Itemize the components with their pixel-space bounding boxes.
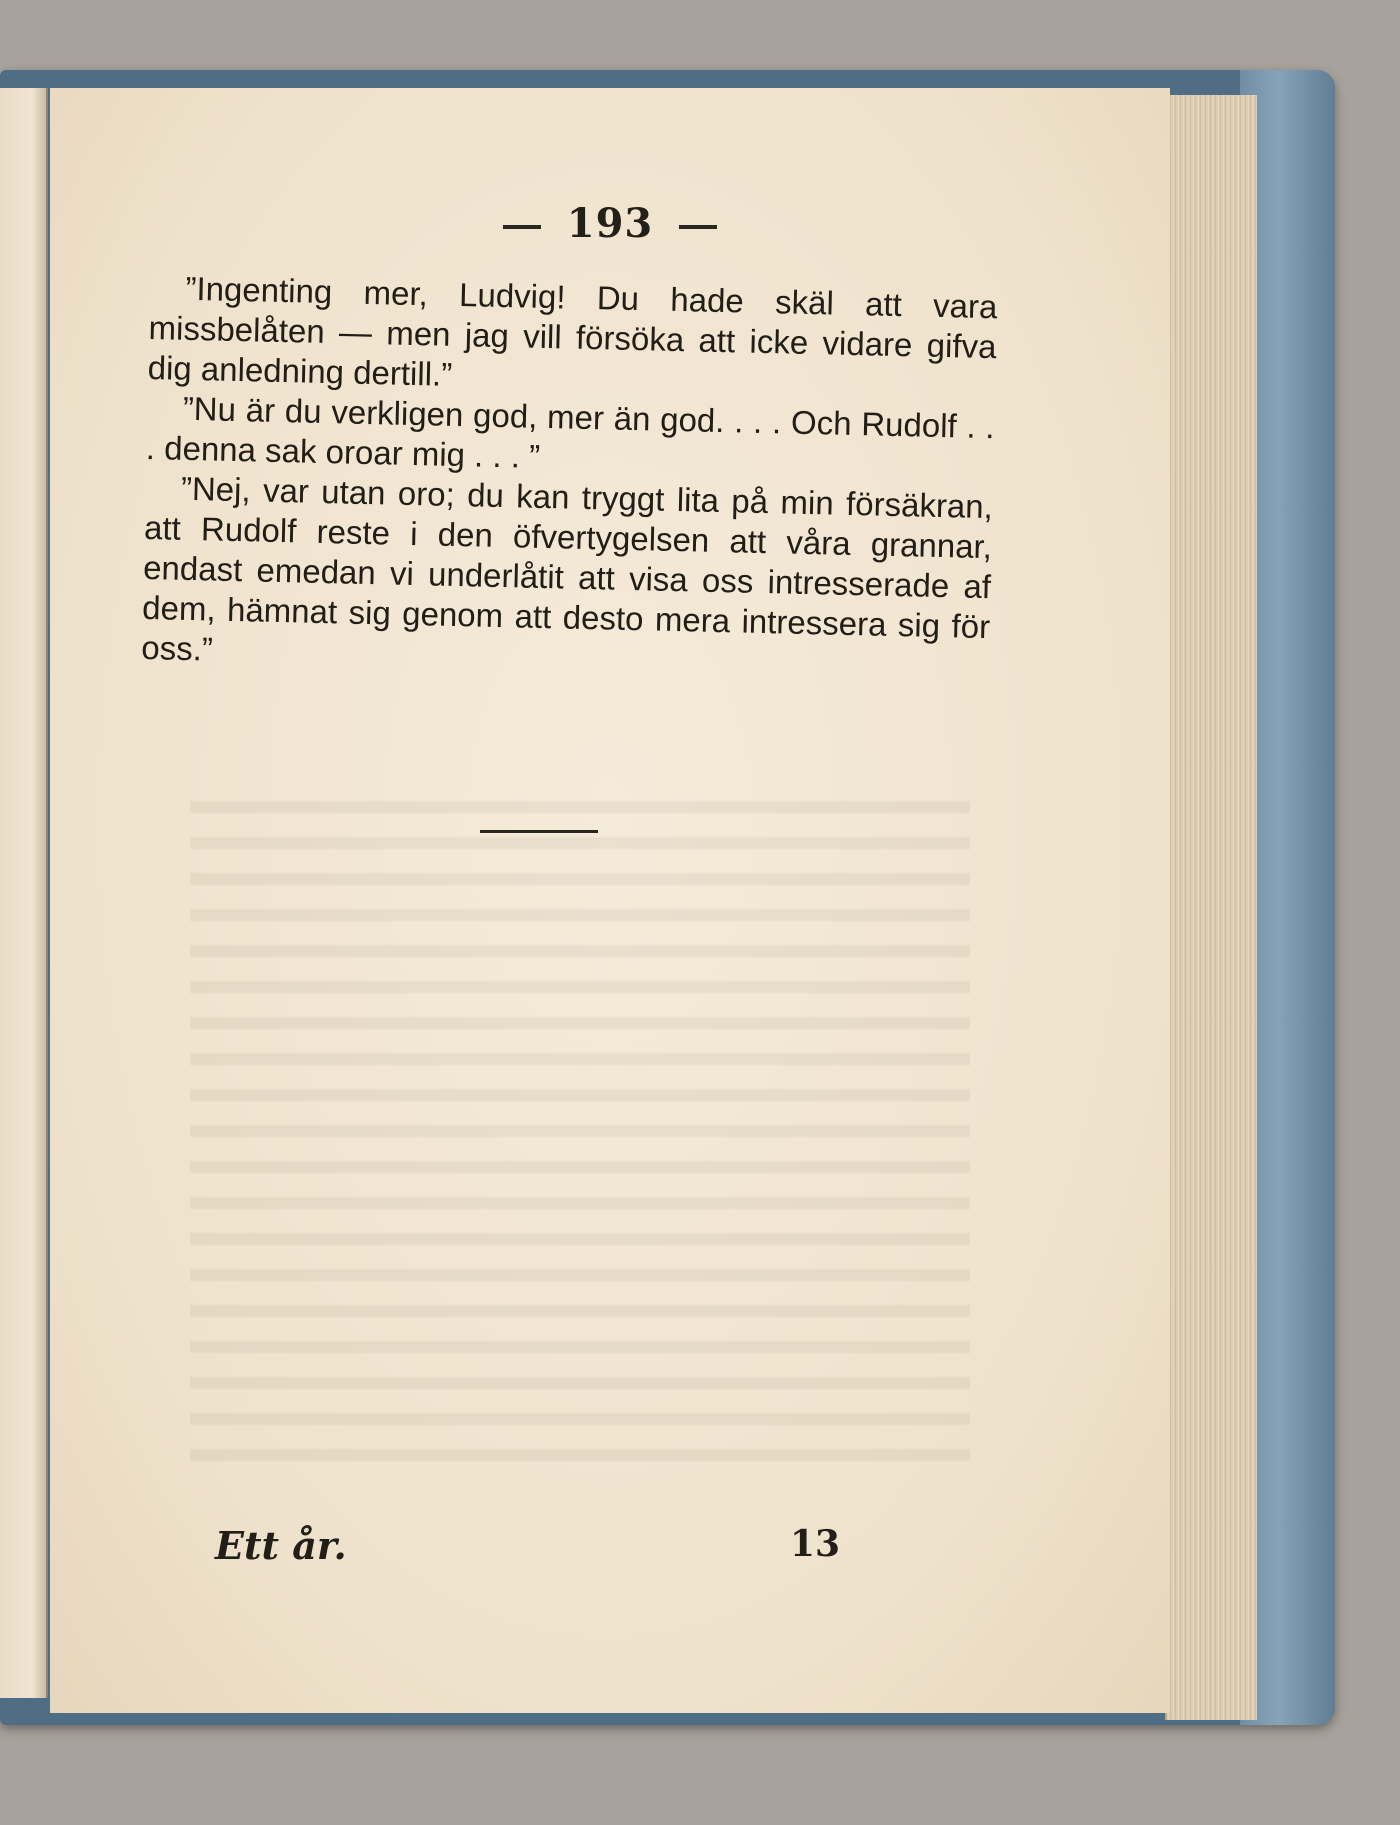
paragraph: ”Ingenting mer, Ludvig! Du hade skäl att vara missbelåten — men jag vill försöka att icke vidare gifva dig anledning dertill.” [147,269,998,393]
page-block-edge [1165,95,1257,1720]
header-dash-right [679,225,717,229]
header-dash-left [503,225,541,229]
paragraph: ”Nu är du verkligen god, mer än god. . . . Och Rudolf . . . denna sak oroar mig . . . ” [145,389,996,475]
book-page [50,88,1170,1713]
signature-title: Ett år. [215,1523,347,1568]
paragraph: ”Nej, var utan oro; du kan tryggt lita på min försäkran, att Rudolf reste i den öfvertygelsen att våra grannar, endast emedan vi underlåtit att visa oss intresserade af dem, hämnat sig genom att desto mera intressera sig för oss.” [140,469,994,668]
page-header [50,200,1170,247]
left-facing-page [0,88,48,1698]
section-divider-rule [480,830,598,833]
page-number: 193 [566,200,654,247]
show-through-text [190,778,970,1478]
body-text [141,268,998,687]
sheet-number: 13 [790,1523,841,1565]
